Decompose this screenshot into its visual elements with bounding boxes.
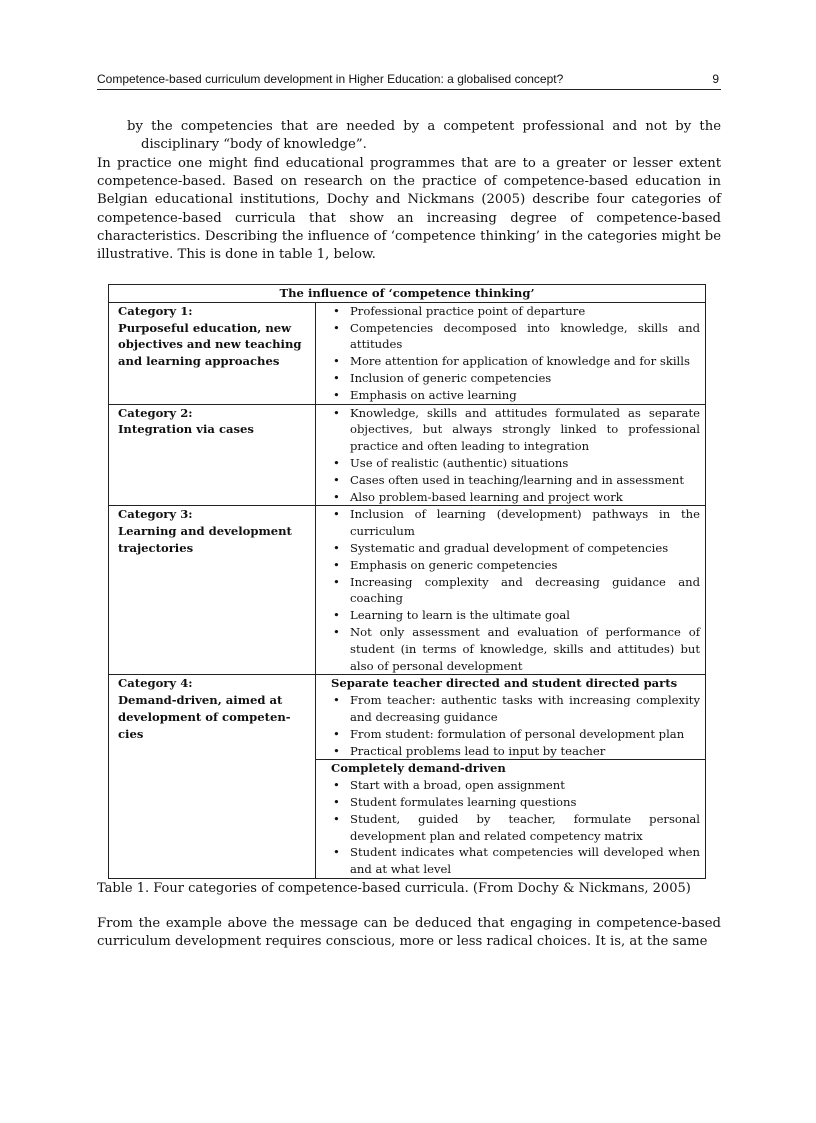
body-paragraph-1: In practice one might find educational programmes that are to a greater or lesser extent competence-based. Based on research on the practice of competence-based education in Belgian educational institutions, Dochy and Nickmans (2005) describe four categories of competence-based curricula that show an increasing degree of competence-based characteristics. Describing the influence of ‘competence thinking’ in the categories might be illustrative. This is done in table 1, below. [97, 156, 721, 263]
list-item: • Competencies decomposed into knowledge, skills and attitudes [350, 320, 700, 354]
list-item: • Also problem-based learning and project work [350, 489, 700, 506]
list-item: • Start with a broad, open assignment [350, 777, 700, 794]
running-header [97, 70, 721, 90]
list-item: • Inclusion of generic competencies [350, 370, 700, 387]
list-item: • Learning to learn is the ultimate goal [350, 607, 700, 624]
list-item: • More attention for application of knowledge and for skills [350, 353, 700, 370]
table-heading: The influence of ‘competence thinking’ [109, 285, 706, 303]
category-title: Category 4: [118, 676, 193, 691]
category-name: Purposeful education, new objectives and new teaching and learning approaches [118, 320, 302, 369]
category-name: Demand-driven, aimed at development of competen-cies [118, 693, 291, 741]
running-title: Competence-based curriculum development in Higher Education: a globalised concept? [97, 72, 564, 86]
subsection-heading: Completely demand-driven [331, 761, 506, 776]
list-item: • Knowledge, skills and attitudes formulated as separate objectives, but always strongly linked to professional practice and often leading to integration [350, 405, 700, 455]
list-item: • Inclusion of learning (development) pathways in the curriculum [350, 506, 700, 540]
list-item: • Increasing complexity and decreasing guidance and coaching [350, 574, 700, 608]
table-caption: Table 1. Four categories of competence-based curricula. (From Dochy & Nickmans, 2005) [97, 881, 691, 896]
category-title: Category 1: [118, 303, 193, 318]
body-paragraph-2: From the example above the message can be deduced that engaging in competence-based curriculum development requires conscious, more or less radical choices. It is, at the same [97, 916, 721, 950]
characteristics-cell [316, 302, 706, 404]
list-item: • Not only assessment and evaluation of performance of student (in terms of knowledge, skills and attitudes) but also of personal development [350, 624, 700, 674]
characteristics-list [325, 692, 700, 759]
list-item: • Cases often used in teaching/learning and in assessment [350, 472, 700, 489]
list-item: • Emphasis on generic competencies [350, 557, 700, 574]
competence-table [108, 284, 706, 879]
list-item: • Student formulates learning questions [350, 794, 700, 811]
list-item: • From teacher: authentic tasks with increasing complexity and decreasing guidance [350, 692, 700, 726]
table-row [109, 302, 706, 404]
list-item: • Use of realistic (authentic) situations [350, 455, 700, 472]
page-number: 9 [712, 72, 719, 86]
list-item: • Practical problems lead to input by teacher [350, 743, 700, 760]
subsection-heading: Separate teacher directed and student directed parts [331, 676, 678, 691]
category-cell [109, 404, 316, 506]
continued-list-item [127, 118, 721, 154]
table-row [109, 506, 706, 675]
list-item: • From student: formulation of personal development plan [350, 726, 700, 743]
characteristics-cell [316, 760, 706, 879]
characteristics-cell [316, 404, 706, 506]
category-cell [109, 302, 316, 404]
category-name: Learning and development trajectories [118, 524, 292, 555]
category-name: Integration via cases [118, 422, 254, 437]
list-item: • Student, guided by teacher, formulate personal development plan and related competency matrix [350, 811, 700, 845]
characteristics-cell [316, 506, 706, 675]
list-item: • Emphasis on active learning [350, 387, 700, 404]
characteristics-cell [316, 675, 706, 760]
characteristics-list [325, 506, 700, 674]
table-header-row [109, 285, 706, 303]
list-item: • Systematic and gradual development of competencies [350, 540, 700, 557]
table-row [109, 404, 706, 506]
category-title: Category 2: [118, 405, 193, 420]
category-cell [109, 506, 316, 675]
continued-item-text: by the competencies that are needed by a competent professional and not by the disciplinary “body of knowledge”. [127, 119, 721, 153]
list-item: • Student indicates what competencies will developed when and at what level [350, 844, 700, 878]
category-title: Category 3: [118, 507, 193, 522]
category-cell [109, 675, 316, 879]
list-item: • Professional practice point of departure [350, 303, 700, 320]
characteristics-list [325, 777, 700, 878]
characteristics-list [325, 405, 700, 506]
table-row [109, 675, 706, 760]
characteristics-list [325, 303, 700, 404]
